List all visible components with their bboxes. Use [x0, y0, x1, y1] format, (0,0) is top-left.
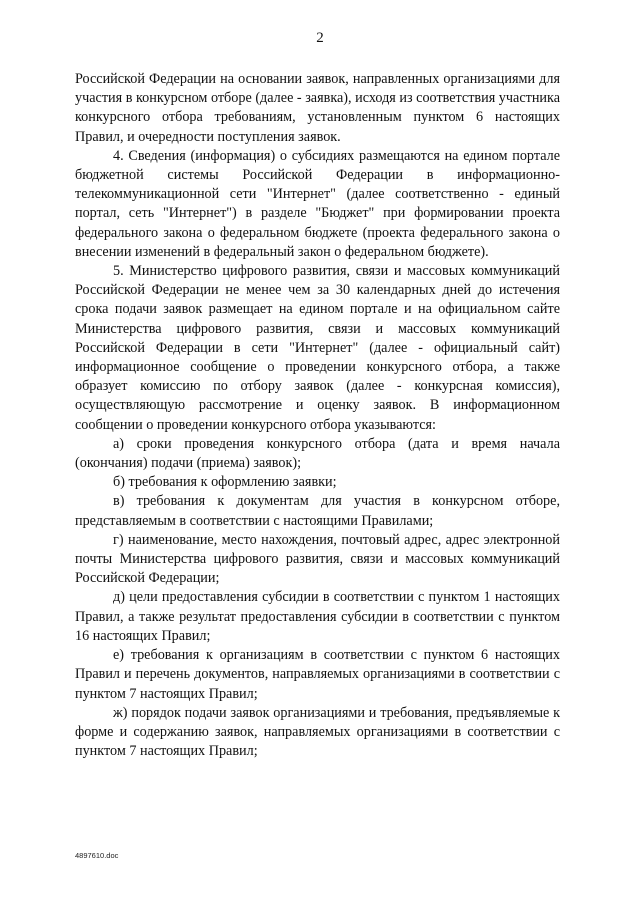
page-number: 2 [316, 30, 324, 46]
paragraph: 4. Сведения (информация) о субсидиях размещаются на едином портале бюджетной системы Российской Федерации в информационно-телекоммуникационной сети "Интернет" (далее соответственно - единый портал, сеть "Интернет") в разделе "Бюджет" при формировании проекта федерального закона о федеральном бюджете (проекта федерального закона о внесении изменений в федеральный закон о федеральном бюджете). [75, 147, 560, 260]
list-item: в) требования к документам для участия в конкурсном отборе, представляемым в соответствии с настоящими Правилами; [75, 493, 560, 529]
list-item: а) сроки проведения конкурсного отбора (дата и время начала (окончания) подачи (приема) заявок); [75, 435, 560, 472]
document-file-code: 4897610.doc [75, 851, 119, 860]
list-item: ж) порядок подачи заявок организациями и требования, предъявляемые к форме и содержанию заявок, направляемых организациями в соответствии с пунктом 7 настоящих Правил; [75, 704, 560, 760]
paragraph: Российской Федерации на основании заявок, направленных организациями для участия в конкурсном отборе (далее - заявка), исходя из соответствия участника конкурсного отбора требованиям, установленным пунктом 6 настоящих Правил, и очередности поступления заявок. [75, 71, 560, 145]
document-body [75, 70, 560, 761]
list-item: г) наименование, место нахождения, почтовый адрес, адрес электронной почты Министерства цифрового развития, связи и массовых коммуникаций Российской Федерации; [75, 531, 560, 587]
list-item: е) требования к организациям в соответствии с пунктом 6 настоящих Правил и перечень документов, направляемых организациями в соответствии с пунктом 7 настоящих Правил; [75, 647, 560, 702]
list-item: б) требования к оформлению заявки; [113, 474, 337, 491]
paragraph: 5. Министерство цифрового развития, связи и массовых коммуникаций Российской Федерации не менее чем за 30 календарных дней до истечения срока подачи заявок размещает на едином портале и на официальном сайте Министерства цифрового развития, связи и массовых коммуникаций Российской Федерации в сети "Интернет" (далее - официальный сайт) информационное сообщение о проведении конкурсного отбора, а также образует комиссию по отбору заявок (далее - конкурсная комиссия), осуществляющую рассмотрение и оценку заявок. В информационном сообщении о проведении конкурсного отбора указываются: [75, 263, 560, 433]
list-item: д) цели предоставления субсидии в соответствии с пунктом 1 настоящих Правил, а также результат предоставления субсидии в соответствии с пунктом 16 настоящих Правил; [75, 589, 560, 644]
